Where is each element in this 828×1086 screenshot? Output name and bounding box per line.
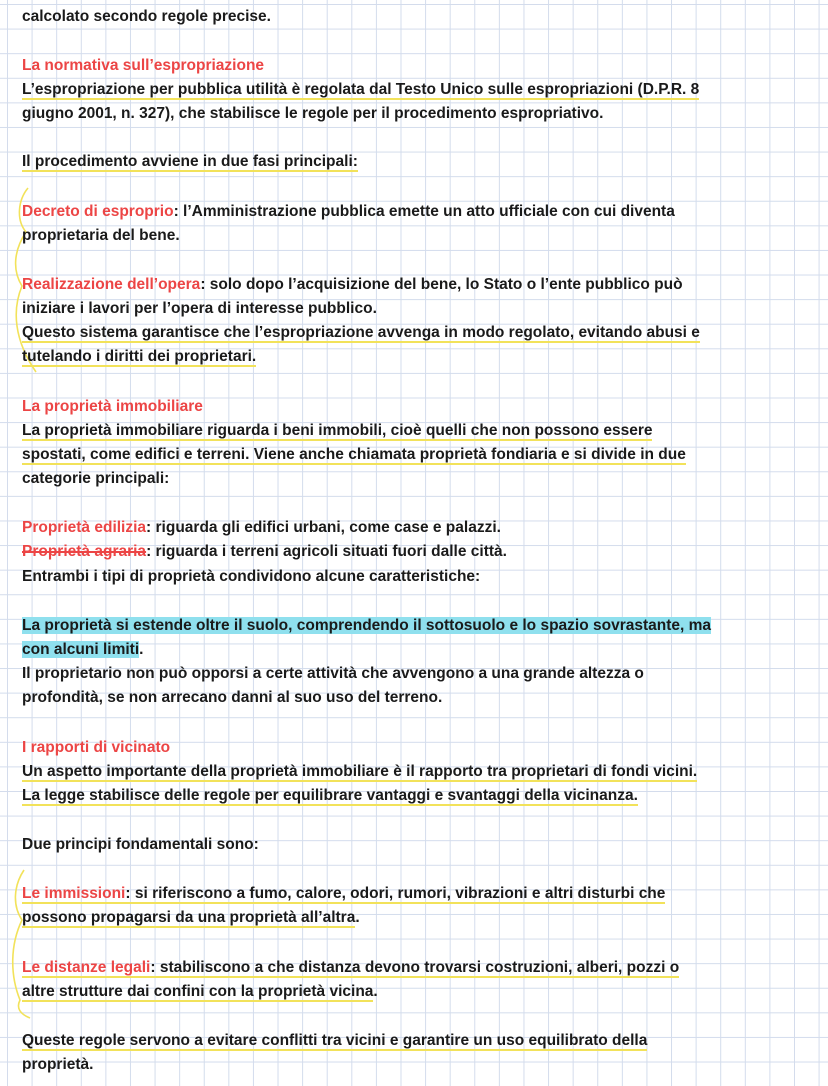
section-heading-espropriazione: La normativa sull’espropriazione: [22, 57, 265, 74]
intro-tail: calcolato secondo regole precise.: [22, 8, 271, 25]
section-heading-vicinato: I rapporti di vicinato: [22, 739, 171, 756]
list-item-distanze: Le distanze legali: stabiliscono a che distanza devono trovarsi costruzioni, alberi, pozzi o: [22, 959, 680, 976]
phases-intro: Il procedimento avviene in due fasi principali:: [22, 153, 358, 170]
paragraph-line: proprietaria del bene.: [22, 227, 180, 244]
paragraph-line: profondità, se non arrecano danni al suo uso del terreno.: [22, 689, 443, 706]
list-item-agraria: Proprietà agraria: riguarda i terreni agricoli situati fuori dalle città.: [22, 543, 507, 560]
paragraph-line: giugno 2001, n. 327), che stabilisce le regole per il procedimento espropriativo.: [22, 105, 604, 122]
paragraph-line: Queste regole servono a evitare conflitti tra vicini e garantire un uso equilibrato della: [22, 1032, 648, 1049]
paragraph-line: La proprietà immobiliare riguarda i beni immobili, cioè quelli che non possono essere: [22, 422, 653, 439]
paragraph-line: tutelando i diritti dei proprietari.: [22, 348, 257, 365]
highlighted-line: con alcuni limiti.: [22, 641, 144, 658]
principi-intro: Due principi fondamentali sono:: [22, 836, 259, 853]
paragraph-line: Un aspetto importante della proprietà immobiliare è il rapporto tra proprietari di fondi vicini.: [22, 763, 698, 780]
paragraph-line: proprietà.: [22, 1056, 94, 1073]
list-item-opera: Realizzazione dell’opera: solo dopo l’acquisizione del bene, lo Stato o l’ente pubblico può: [22, 276, 683, 293]
paragraph-line: iniziare i lavori per l’opera di interesse pubblico.: [22, 300, 377, 317]
paragraph-line: L’espropriazione per pubblica utilità è regolata dal Testo Unico sulle espropriazioni (D.P.R. 8: [22, 81, 700, 98]
paragraph-line: categorie principali:: [22, 470, 170, 487]
highlighted-line: La proprietà si estende oltre il suolo, comprendendo il sottosuolo e lo spazio sovrastante, ma: [22, 617, 712, 634]
paragraph-line: spostati, come edifici e terreni. Viene anche chiamata proprietà fondiaria e si divide in due: [22, 446, 686, 463]
list-item-edilizia: Proprietà edilizia: riguarda gli edifici urbani, come case e palazzi.: [22, 519, 501, 536]
section-heading-immobiliare: La proprietà immobiliare: [22, 398, 203, 415]
paragraph-line: possono propagarsi da una proprietà all’altra.: [22, 909, 360, 926]
paragraph-line: Entrambi i tipi di proprietà condividono alcune caratteristiche:: [22, 568, 481, 585]
list-item-immissioni: Le immissioni: si riferiscono a fumo, calore, odori, rumori, vibrazioni e altri disturbi che: [22, 885, 666, 902]
list-item-decreto: Decreto di esproprio: l’Amministrazione pubblica emette un atto ufficiale con cui diventa: [22, 203, 675, 220]
paragraph-line: altre strutture dai confini con la proprietà vicina.: [22, 983, 378, 1000]
paragraph-line: La legge stabilisce delle regole per equilibrare vantaggi e svantaggi della vicinanza.: [22, 787, 638, 804]
paragraph-line: Questo sistema garantisce che l’espropriazione avvenga in modo regolato, evitando abusi e: [22, 324, 700, 341]
paragraph-line: Il proprietario non può opporsi a certe attività che avvengono a una grande altezza o: [22, 665, 644, 682]
